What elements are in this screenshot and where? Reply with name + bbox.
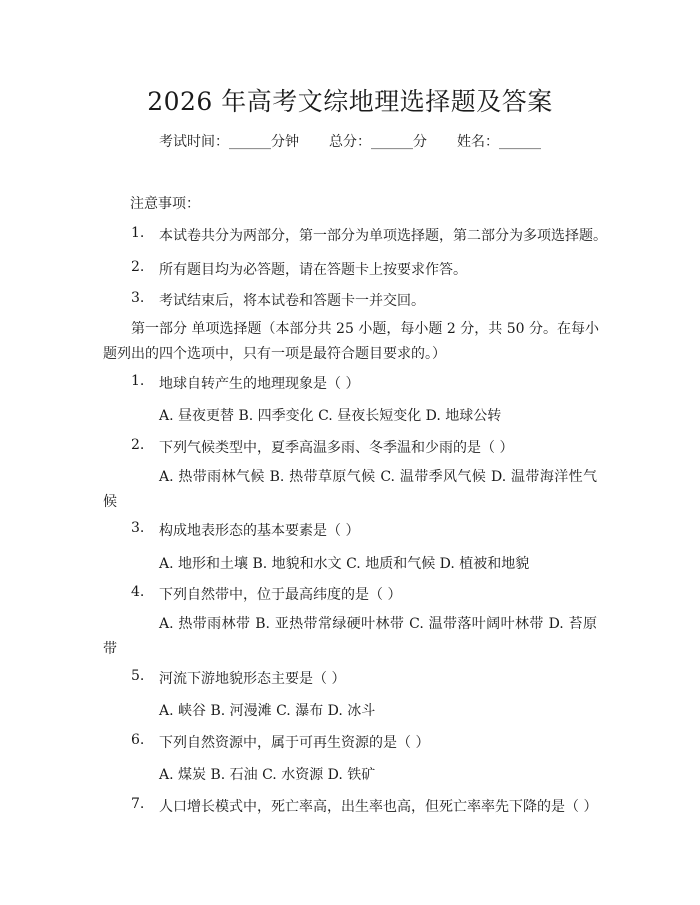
question-stem: 河流下游地貌形态主要是（ ）	[159, 671, 346, 687]
question-number: 6.	[131, 732, 145, 748]
notice-item: 本试卷共分为两部分，第一部分为单项选择题，第二部分为多项选择题。	[159, 228, 607, 244]
question-options: A. 昼夜更替 B. 四季变化 C. 昼夜长短变化 D. 地球公转	[159, 408, 502, 424]
question-number: 1.	[131, 373, 145, 389]
question-options: A. 煤炭 B. 石油 C. 水资源 D. 铁矿	[159, 767, 376, 783]
notice-item: 考试结束后，将本试卷和答题卡一并交回。	[159, 293, 425, 309]
question-stem: 下列自然带中，位于最高纬度的是（ ）	[159, 587, 402, 603]
exam-meta	[0, 131, 700, 151]
page-title: 2026 年高考文综地理选择题及答案	[147, 87, 553, 116]
question-options: A. 峡谷 B. 河漫滩 C. 瀑布 D. 冰斗	[159, 703, 376, 719]
question-stem: 构成地表形态的基本要素是（ ）	[159, 523, 360, 539]
notice-number: 2.	[131, 259, 145, 275]
student-name: 姓名：______	[457, 134, 541, 150]
question-stem: 下列自然资源中，属于可再生资源的是（ ）	[159, 735, 430, 751]
exam-time: 考试时间：______分钟	[159, 134, 299, 150]
question-stem: 人口增长模式中，死亡率高，出生率也高，但死亡率率先下降的是（ ）	[159, 799, 598, 815]
question-number: 7.	[131, 796, 145, 812]
question-number: 3.	[131, 520, 145, 536]
question-number: 4.	[131, 584, 145, 600]
notice-item: 所有题目均为必答题，请在答题卡上按要求作答。	[159, 262, 467, 278]
question-number: 2.	[131, 437, 145, 453]
total-score: 总分：______分	[329, 134, 427, 150]
question-number: 5.	[131, 668, 145, 684]
question-options: A. 地形和土壤 B. 地貌和水文 C. 地质和气候 D. 植被和地貌	[159, 556, 530, 572]
section-intro: 第一部分 单项选择题（本部分共 25 小题，每小题 2 分，共 50 分。在每小题列出的四个选项中，只有一项是最符合题目要求的。）	[103, 321, 599, 362]
question-stem: 下列气候类型中，夏季高温多雨、冬季温和少雨的是（ ）	[159, 440, 514, 456]
question-options: A. 热带雨林带 B. 亚热带常绿硬叶林带 C. 温带落叶阔叶林带 D. 苔原带	[103, 616, 597, 657]
question-options: A. 热带雨林气候 B. 热带草原气候 C. 温带季风气候 D. 温带海洋性气候	[103, 469, 597, 510]
notice-number: 1.	[131, 225, 145, 241]
question-stem: 地球自转产生的地理现象是（ ）	[159, 376, 360, 392]
notice-number: 3.	[131, 290, 145, 306]
notice-heading: 注意事项：	[130, 196, 200, 212]
